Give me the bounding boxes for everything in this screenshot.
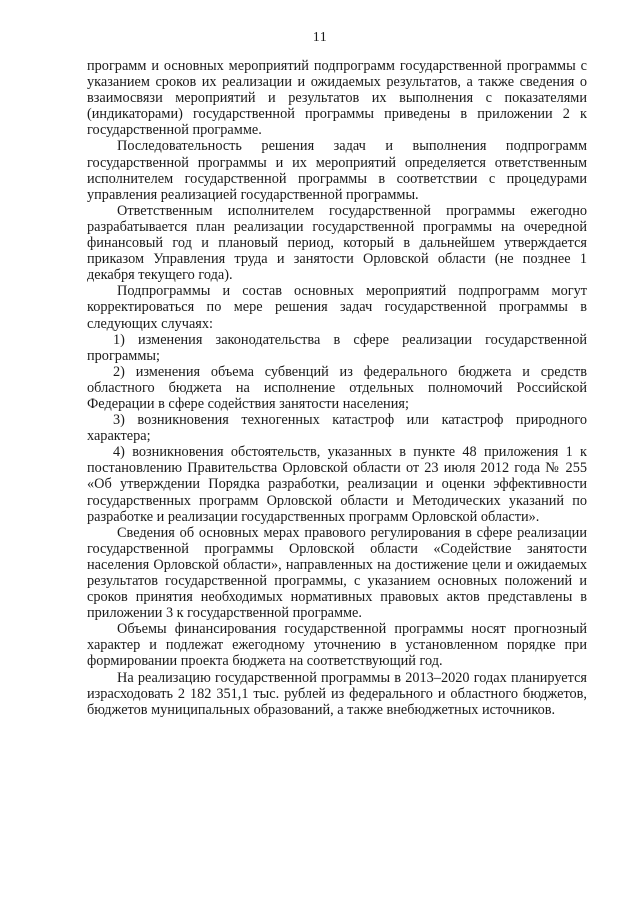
list-item-circumstances: 4) возникновения обстоятельств, указанных в пункте 48 приложения 1 к постановлению Правительства Орловской области от 23 июля 2012 года № 255 «Об утверждении Порядка разработки, реализации и оценки эффективности государственных программ Орловской области и Методических указаний по разработке и реализации государственных программ Орловской области». bbox=[87, 444, 587, 525]
paragraph-financing-volumes: Объемы финансирования государственной программы носят прогнозный характер и подлежат ежегодному уточнению в установленном порядке при формировании проекта бюджета на соответствующий год. bbox=[87, 621, 587, 670]
paragraph-continuation: программ и основных мероприятий подпрограмм государственной программы с указанием сроков их реализации и ожидаемых результатов, а также сведения о взаимосвязи мероприятий и результатов их выполнения с показателями (индикаторами) государственной программы приведены в приложении 2 к государственной программе. bbox=[87, 58, 587, 139]
paragraph-total-spending: На реализацию государственной программы в 2013–2020 годах планируется израсходовать 2 182 351,1 тыс. рублей из федерального и областного бюджетов, бюджетов муниципальных образований, а также внебюджетных источников. bbox=[87, 669, 587, 718]
paragraph-adjustment-cases: Подпрограммы и состав основных мероприятий подпрограмм могут корректироваться по мере решения задач государственной программы в следующих случаях: bbox=[87, 283, 587, 332]
page-number: 11 bbox=[312, 30, 328, 45]
paragraph-sequence-of-tasks: Последовательность решения задач и выполнения подпрограмм государственной программы и их мероприятий определяется ответственным исполнителем государственной программы в соответствии с процедурами управления реализацией государственной программы. bbox=[87, 138, 587, 203]
list-item-legislation: 1) изменения законодательства в сфере реализации государственной программы; bbox=[87, 331, 587, 364]
document-body bbox=[87, 58, 587, 718]
list-item-catastrophes: 3) возникновения техногенных катастроф или катастроф природного характера; bbox=[87, 412, 587, 445]
paragraph-annual-plan: Ответственным исполнителем государственной программы ежегодно разрабатывается план реализации государственной программы на очередной финансовый год и плановый период, который в дальнейшем утверждается приказом Управления труда и занятости Орловской области (не позднее 1 декабря текущего года). bbox=[87, 202, 587, 284]
paragraph-legal-regulation: Сведения об основных мерах правового регулирования в сфере реализации государственной программы Орловской области «Содействие занятости населения Орловской области», направленных на достижение цели и ожидаемых результатов государственной программы, с указанием основных положений и сроков принятия необходимых нормативных правовых актов представлены в приложении 3 к государственной программе. bbox=[87, 524, 587, 622]
list-item-subventions: 2) изменения объема субвенций из федерального бюджета и средств областного бюджета на исполнение отдельных полномочий Российской Федерации в сфере содействия занятости населения; bbox=[87, 363, 587, 412]
